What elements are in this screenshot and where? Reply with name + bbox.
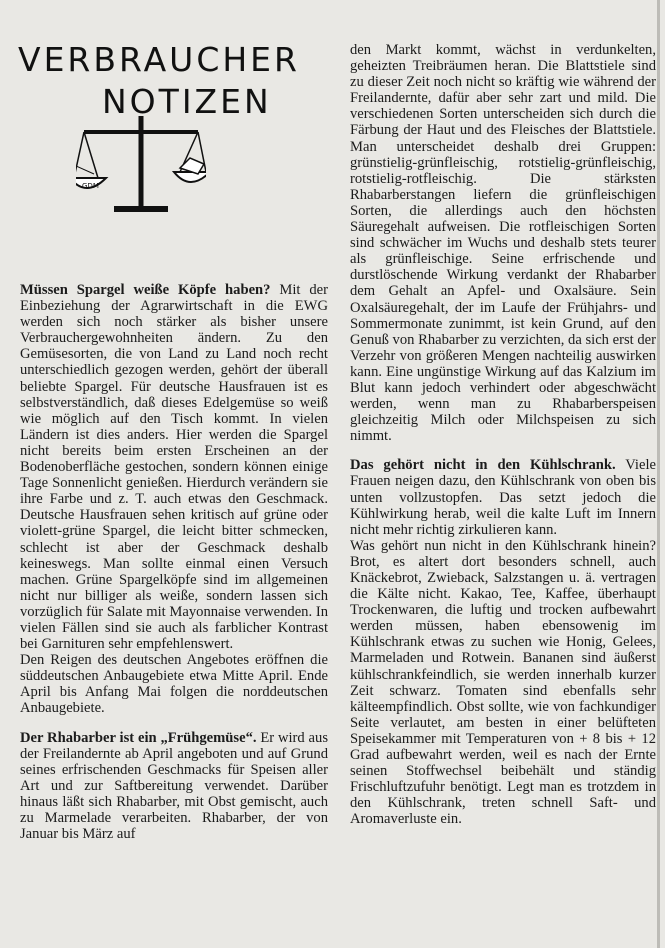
heading-spargel: Müssen Spargel weiße Köpfe haben? (20, 282, 271, 298)
logo-text: GDM (82, 182, 99, 190)
column-header (18, 40, 338, 220)
article-kuehlschrank (350, 457, 656, 537)
article-rhabarber (20, 730, 328, 843)
header-title-line1: VERBRAUCHER (18, 40, 300, 79)
body-spargel-2: Den Reigen des deutschen Angebotes eröffnen die süddeutschen Anbaugebiete etwa Mitte April. Ende April bis Anfang Mai folgen die norddeutschen Anbaugebiete. (20, 652, 328, 717)
body-rhabarber: Er wird aus der Freilandernte ab April angeboten und auf Grund seines erfrischenden Geschmacks für Speisen aller Art und zur Saftbereitung verwendet. Darüber hinaus läßt sich Rhabarber, mit Obst gemischt, auch zu Marmelade verarbeiten. Rhabarber, der von Januar bis März auf (20, 729, 328, 843)
header-title-line2: NOTIZEN (102, 82, 272, 121)
balance-scale-logo (76, 116, 206, 216)
body-kuehlschrank: Viele Frauen neigen dazu, den Kühlschrank von oben bis unten vollzustopfen. Das setzt jedoch die Kühlwirkung herab, weil die kalte Luft im Innern nicht mehr richtig zirkulieren kann. (350, 457, 656, 538)
body-rhabarber-continued: den Markt kommt, wächst in verdunkelten, geheizten Treibräumen heran. Die Blattstiele sind zu dieser Zeit noch nicht so kräftig wie während der Freilandernte, dafür aber sehr zart und mild. Die verschiedenen Sorten unterscheiden sich durch die Färbung der Haut und des Fleisches der Blattstiele. Man unterscheidet deshalb drei Gruppen: grünstielig-grünfleischig, rotstielig-grünfleischig, rotstielig-rotfleischig. Die stärksten Rhabarberstangen liefern die grünfleischigen Sorten, die allerdings auch den höchsten Säuregehalt aufweisen. Die rotfleischigen Sorten sind schwächer im Wuchs und deshalb stets teurer als grünfleischige. Seine erfrischende und durstlöschende Wirkung verdankt der Rhabarber dem Gehalt an Apfel- und Oxalsäure. Sein Oxalsäuregehalt, der im Laufe der Frühjahrs- und Sommermonate zunimmt, ist kein Grund, auf den Genuß von Rhabarber zu verzichten, da sich erst der Verzehr von größeren Mengen nachteilig auswirken kann. Eine ungünstige Wirkung auf das Kalzium im Blut kann jedoch verhindert oder abgeschwächt werden, wenn man zu Rhabarberspeisen gleichzeitig Milch oder Milchspeisen zu sich nimmt. (350, 42, 656, 445)
heading-rhabarber: Der Rhabarber ist ein „Frühgemüse“. (20, 729, 257, 746)
right-column (350, 42, 656, 828)
article-spargel (20, 282, 328, 652)
heading-kuehlschrank: Das gehört nicht in den Kühlschrank. (350, 457, 616, 474)
body-spargel: Mit der Einbeziehung der Agrarwirtschaft in die EWG werden sich noch stärker als bisher unsere Verbrauchergewohnheiten ändern. Zu den Gemüsesorten, die von Land zu Land noch recht unterschiedlich gezogen werden, gehört der überall beliebte Spargel. Für deutsche Hausfrauen ist es selbstverständlich, daß dieses Edelgemüse so weiß wie möglich auf den Tisch kommt. In vielen Ländern ist dies anders. Hier werden die Spargel nicht bereits beim ersten Erscheinen an der Bodenoberfläche gestochen, sondern können einige Tage Sonnenlicht genießen. Hierdurch verändern sie ihre Farbe und z. T. auch etwas den Geschmack. Deutsche Hausfrauen sehen kritisch auf grüne oder violett-grüne Spargel, die leicht bitter schmecken, schlecht ist aber der Geschmack deshalb keineswegs. Man sollte einmal einen Versuch machen. Grüne Spargelköpfe sind im allgemeinen nicht nur billiger als weiße, sondern lassen sich vorzüglich für Salate mit Mayonnaise verwenden. In vielen Fällen sind sie auch als farblicher Kontrast bei Garnituren sehr empfehlenswert. (20, 282, 328, 653)
body-kuehlschrank-2: Was gehört nun nicht in den Kühlschrank hinein? Brot, es altert dort besonders schnell, auch Knäckebrot, Zwieback, Salzstangen u. ä. vertragen die Kälte nicht. Kakao, Tee, Kaffee, überhaupt Trockenwaren, die luftig und trocken aufbewahrt werden müssen, haben ebensowenig im Kühlschrank etwas zu suchen wie Honig, Gelees, Marmeladen und Rotwein. Bananen sind äußerst kühlschrankfeindlich, sie werden innerhalb kurzer Zeit schwarz. Tomaten sind ebenfalls sehr kälteempfindlich. Obst sollte, wie von fachkundiger Seite verlautet, am besten in einer belüfteten Speisekammer mit Temperaturen von + 8 bis + 12 Grad aufbewahrt werden, weil es nach der Ernte seinen Stoffwechsel beibehält und ständig Frischluftzufuhr benötigt. Legt man es trotzdem in den Kühlschrank, treten schnell Saft- und Aromaverluste ein. (350, 537, 656, 828)
left-column (20, 282, 328, 842)
page-edge (657, 0, 660, 948)
